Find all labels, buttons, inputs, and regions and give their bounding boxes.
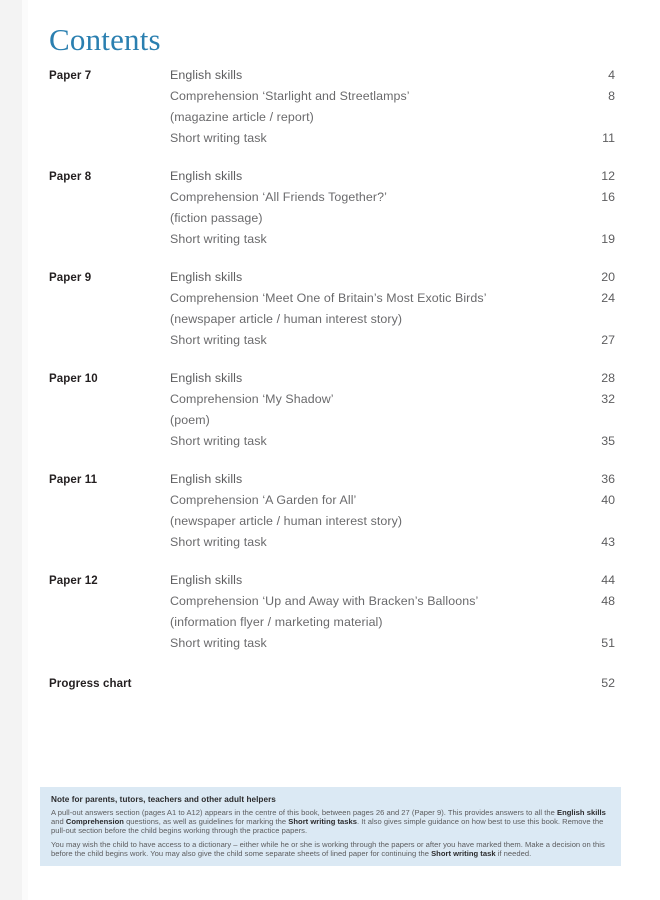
toc-row[interactable] [49, 636, 615, 657]
toc-page-number: 28 [601, 371, 615, 385]
toc-entry-description: Short writing task [170, 636, 267, 650]
toc-entry-description: (newspaper article / human interest story) [170, 514, 403, 528]
note-p1-text-1: A pull-out answers section (pages A1 to A12) appears in the centre of this book, between pages 26 and 27 (Paper 9). This provides answers to all the [51, 808, 558, 817]
toc-entry-description: English skills [170, 371, 243, 385]
toc-entry-description: Comprehension ‘Starlight and Streetlamps’ [170, 89, 410, 103]
toc-page-number: 40 [601, 493, 615, 507]
note-p1-bold-2: Comprehension [65, 817, 124, 827]
toc-page-number: 11 [602, 131, 615, 145]
toc-entry-description: (information flyer / marketing material) [170, 615, 383, 629]
toc-entry-description: Short writing task [170, 434, 267, 448]
toc-row[interactable] [49, 270, 615, 291]
toc-entry-description: (fiction passage) [170, 211, 263, 225]
toc-group [49, 169, 615, 253]
progress-chart-label: Progress chart [49, 678, 132, 690]
note-p2-bold-1: Short writing task [431, 849, 496, 859]
toc-page-number: 16 [601, 190, 615, 204]
progress-chart-page-number: 52 [601, 676, 615, 690]
note-p2-text-1: You may wish the child to have access to a dictionary – either while he or she is working through the papers or after you have marked them. Make a decision on this before the child begins work. You may also give the child some separate sheets of lined paper for continuing the [51, 840, 605, 859]
toc-row[interactable] [49, 535, 615, 556]
toc-row[interactable] [49, 110, 615, 131]
toc-entry-description: Comprehension ‘A Garden for All’ [170, 493, 357, 507]
toc-paper-label: Paper 12 [49, 575, 98, 587]
toc-entry-description: (newspaper article / human interest story) [170, 312, 403, 326]
toc-entry-description: Short writing task [170, 333, 267, 347]
toc-row[interactable] [49, 413, 615, 434]
toc-row[interactable] [49, 68, 615, 89]
toc-group [49, 270, 615, 354]
toc-page-number: 48 [601, 594, 615, 608]
toc-entry-description: (magazine article / report) [170, 110, 314, 124]
note-paragraph-2 [51, 840, 610, 858]
toc-page-number: 4 [608, 68, 615, 82]
toc-page-number: 36 [601, 472, 615, 486]
note-paragraph-1 [51, 808, 610, 835]
toc-paper-label: Paper 8 [49, 171, 92, 183]
note-box-inner [40, 787, 621, 858]
toc-paper-label: Paper 10 [49, 373, 98, 385]
toc-page-number: 20 [601, 270, 615, 284]
toc-paper-label: Paper 11 [49, 474, 98, 486]
toc-entry-description: Short writing task [170, 232, 267, 246]
toc-page-number: 51 [601, 636, 615, 650]
toc-entry-description: English skills [170, 68, 243, 82]
toc-row[interactable] [49, 594, 615, 615]
toc-page-number: 12 [601, 169, 615, 183]
toc-row[interactable] [49, 434, 615, 455]
toc-row[interactable] [49, 392, 615, 413]
toc-entry-description: Comprehension ‘All Friends Together?’ [170, 190, 387, 204]
page-title: Contents [49, 22, 161, 57]
toc-entry-description: (poem) [170, 413, 210, 427]
toc-row[interactable] [49, 573, 615, 594]
toc-group [49, 573, 615, 657]
toc-group [49, 68, 615, 152]
toc-row[interactable] [49, 472, 615, 493]
toc-row[interactable] [49, 169, 615, 190]
toc-row[interactable] [49, 211, 615, 232]
toc-row[interactable] [49, 131, 615, 152]
toc-paper-label: Paper 7 [49, 70, 92, 82]
toc-page-number: 32 [601, 392, 615, 406]
toc-row[interactable] [49, 291, 615, 312]
toc-entry-description: English skills [170, 573, 243, 587]
table-of-contents [49, 68, 615, 697]
note-p2-text-2: if needed. [495, 849, 532, 859]
toc-paper-label: Paper 9 [49, 272, 92, 284]
toc-entry-description: English skills [170, 169, 243, 183]
toc-page-number: 19 [601, 232, 615, 246]
toc-row[interactable] [49, 333, 615, 354]
toc-page-number: 27 [601, 333, 615, 347]
toc-row[interactable] [49, 493, 615, 514]
toc-entry-description: English skills [170, 472, 243, 486]
toc-entry-description: Comprehension ‘Meet One of Britain’s Most Exotic Birds’ [170, 291, 487, 305]
note-p1-text-3: questions, as well as guidelines for marking the [123, 817, 289, 827]
note-p1-bold-1: English skills [557, 808, 606, 817]
toc-group [49, 371, 615, 455]
toc-entry-description: Comprehension ‘My Shadow’ [170, 392, 334, 406]
toc-row[interactable] [49, 371, 615, 392]
note-p1-bold-3: Short writing tasks [288, 817, 358, 827]
toc-row[interactable] [49, 89, 615, 110]
toc-page-number: 35 [601, 434, 615, 448]
toc-row-progress-chart[interactable] [49, 676, 615, 697]
toc-page-number: 44 [601, 573, 615, 587]
toc-page-number: 8 [608, 89, 615, 103]
toc-row[interactable] [49, 232, 615, 253]
toc-entry-description: Short writing task [170, 131, 267, 145]
toc-entry-description: English skills [170, 270, 243, 284]
note-title: Note for parents, tutors, teachers and other adult helpers [51, 795, 276, 804]
toc-group [49, 472, 615, 556]
note-p1-text-2: and [51, 817, 66, 827]
note-box [40, 787, 621, 866]
toc-row[interactable] [49, 312, 615, 333]
toc-entry-description: Comprehension ‘Up and Away with Bracken’s Balloons’ [170, 594, 479, 608]
toc-row[interactable] [49, 514, 615, 535]
toc-page-number: 43 [601, 535, 615, 549]
toc-row[interactable] [49, 190, 615, 211]
toc-entry-description: Short writing task [170, 535, 267, 549]
toc-row[interactable] [49, 615, 615, 636]
note-p1-text-4: . It also gives simple guidance on how best to use this book. Remove the pull-out section before the child begins working through the practice papers. [51, 817, 604, 836]
toc-page-number: 24 [601, 291, 615, 305]
